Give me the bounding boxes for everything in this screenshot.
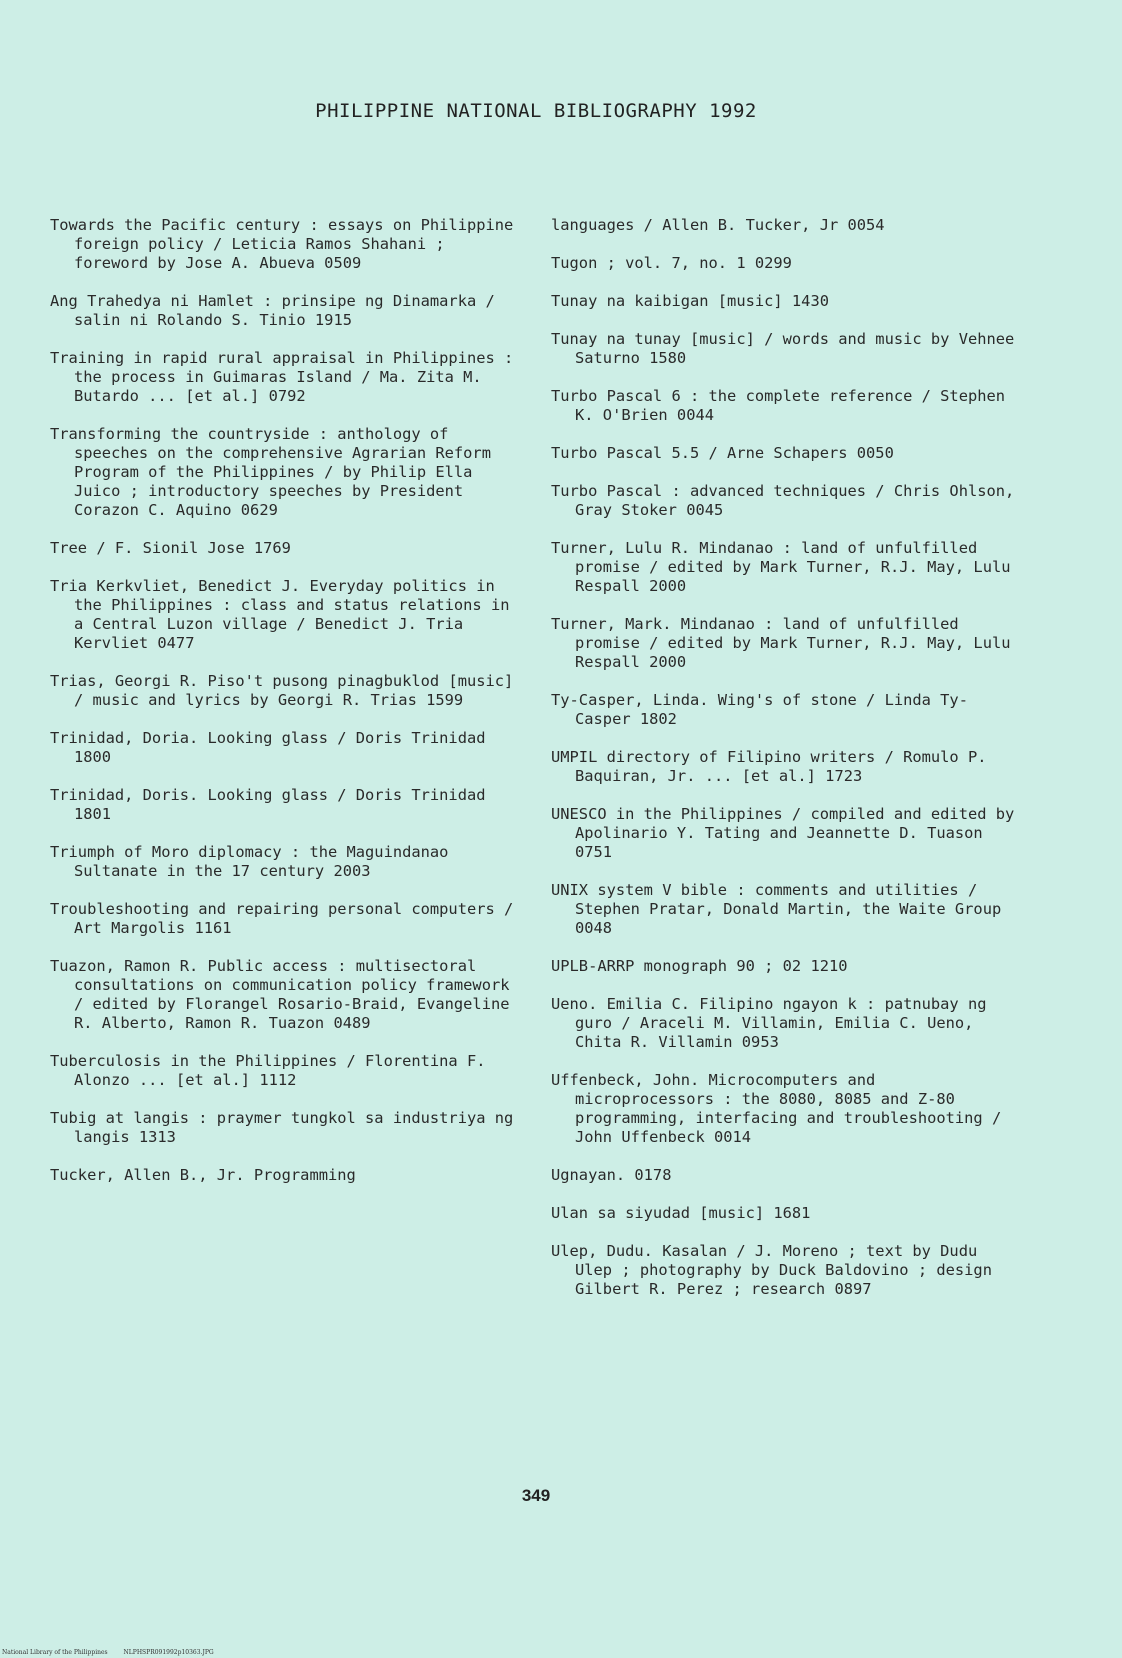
bibliography-entry: Tunay na tunay [music] / words and music by Vehnee Saturno 1580 [551, 330, 1015, 367]
page-title: PHILIPPINE NATIONAL BIBLIOGRAPHY 1992 [315, 100, 757, 122]
scan-footer [2, 1649, 228, 1656]
bibliography-entry: Trinidad, Doria. Looking glass / Doris Trinidad 1800 [50, 729, 486, 766]
bibliography-entry: Tuazon, Ramon R. Public access : multisectoral consultations on communication policy framework / edited by Florangel Rosario-Braid, Evangeline R. Alberto, Ramon R. Tuazon 0489 [50, 957, 510, 1032]
bibliography-entry: Troubleshooting and repairing personal computers / Art Margolis 1161 [50, 900, 514, 937]
footer-file: NLPHSPR091992p10363.JPG [123, 1649, 214, 1656]
bibliography-entry: Uffenbeck, John. Microcomputers and microprocessors : the 8080, 8085 and Z-80 programming, interfacing and troubleshooting / John Uffenbeck 0014 [551, 1071, 1002, 1146]
bibliography-entry: Tubig at langis : praymer tungkol sa industriya ng langis 1313 [50, 1109, 514, 1146]
bibliography-entry: Turner, Mark. Mindanao : land of unfulfilled promise / edited by Mark Turner, R.J. May, Lulu Respall 2000 [551, 615, 1011, 671]
bibliography-entry: Ugnayan. 0178 [551, 1166, 672, 1184]
left-column [50, 216, 520, 1204]
right-column [551, 216, 1021, 1318]
bibliography-entry: Ulan sa siyudad [music] 1681 [551, 1204, 811, 1222]
bibliography-entry: languages / Allen B. Tucker, Jr 0054 [551, 216, 885, 234]
bibliography-entry: Tunay na kaibigan [music] 1430 [551, 292, 829, 310]
bibliography-entry: Tree / F. Sionil Jose 1769 [50, 539, 291, 557]
bibliography-entry: Training in rapid rural appraisal in Philippines : the process in Guimaras Island / Ma. Zita M. Butardo ... [et al.] 0792 [50, 349, 514, 405]
bibliography-entry: Turner, Lulu R. Mindanao : land of unfulfilled promise / edited by Mark Turner, R.J. May, Lulu Respall 2000 [551, 539, 1011, 595]
bibliography-entry: Ty-Casper, Linda. Wing's of stone / Linda Ty-Casper 1802 [551, 691, 968, 728]
bibliography-entry: Ulep, Dudu. Kasalan / J. Moreno ; text by Dudu Ulep ; photography by Duck Baldovino ; design Gilbert R. Perez ; research 0897 [551, 1242, 992, 1298]
bibliography-entry: Tugon ; vol. 7, no. 1 0299 [551, 254, 792, 272]
bibliography-entry: UNIX system V bible : comments and utilities / Stephen Pratar, Donald Martin, the Waite Group 0048 [551, 881, 1002, 937]
bibliography-entry: UMPIL directory of Filipino writers / Romulo P. Baquiran, Jr. ... [et al.] 1723 [551, 748, 987, 785]
bibliography-entry: Trinidad, Doris. Looking glass / Doris Trinidad 1801 [50, 786, 486, 823]
bibliography-entry: Turbo Pascal : advanced techniques / Chris Ohlson, Gray Stoker 0045 [551, 482, 1015, 519]
bibliography-entry: Tuberculosis in the Philippines / Florentina F. Alonzo ... [et al.] 1112 [50, 1052, 486, 1089]
bibliography-entry: Trias, Georgi R. Piso't pusong pinagbuklod [music] / music and lyrics by Georgi R. Trias 1599 [50, 672, 514, 709]
bibliography-entry: Towards the Pacific century : essays on Philippine foreign policy / Leticia Ramos Shahani ; foreword by Jose A. Abueva 0509 [50, 216, 514, 272]
bibliography-entry: Tria Kerkvliet, Benedict J. Everyday politics in the Philippines : class and status relations in a Central Luzon village / Benedict J. Tria Kervliet 0477 [50, 577, 510, 652]
footer-library: National Library of the Philippines [2, 1649, 108, 1656]
bibliography-entry: Triumph of Moro diplomacy : the Maguindanao Sultanate in the 17 century 2003 [50, 843, 449, 880]
bibliography-entry: Ueno. Emilia C. Filipino ngayon k : patnubay ng guro / Araceli M. Villamin, Emilia C. Ueno, Chita R. Villamin 0953 [551, 995, 987, 1051]
bibliography-entry: Tucker, Allen B., Jr. Programming [50, 1166, 356, 1184]
page-number: 349 [521, 1486, 551, 1505]
bibliography-entry: Turbo Pascal 6 : the complete reference / Stephen K. O'Brien 0044 [551, 387, 1006, 424]
bibliography-entry: UNESCO in the Philippines / compiled and edited by Apolinario Y. Tating and Jeannette D. Tuason 0751 [551, 805, 1015, 861]
bibliography-entry: Ang Trahedya ni Hamlet : prinsipe ng Dinamarka / salin ni Rolando S. Tinio 1915 [50, 292, 495, 329]
bibliography-entry: Transforming the countryside : anthology of speeches on the comprehensive Agrarian Reform Program of the Philippines / by Philip Ella Juico ; introductory speeches by President Corazon C. Aquino 0629 [50, 425, 491, 519]
bibliography-entry: UPLB-ARRP monograph 90 ; 02 1210 [551, 957, 848, 975]
bibliography-entry: Turbo Pascal 5.5 / Arne Schapers 0050 [551, 444, 894, 462]
